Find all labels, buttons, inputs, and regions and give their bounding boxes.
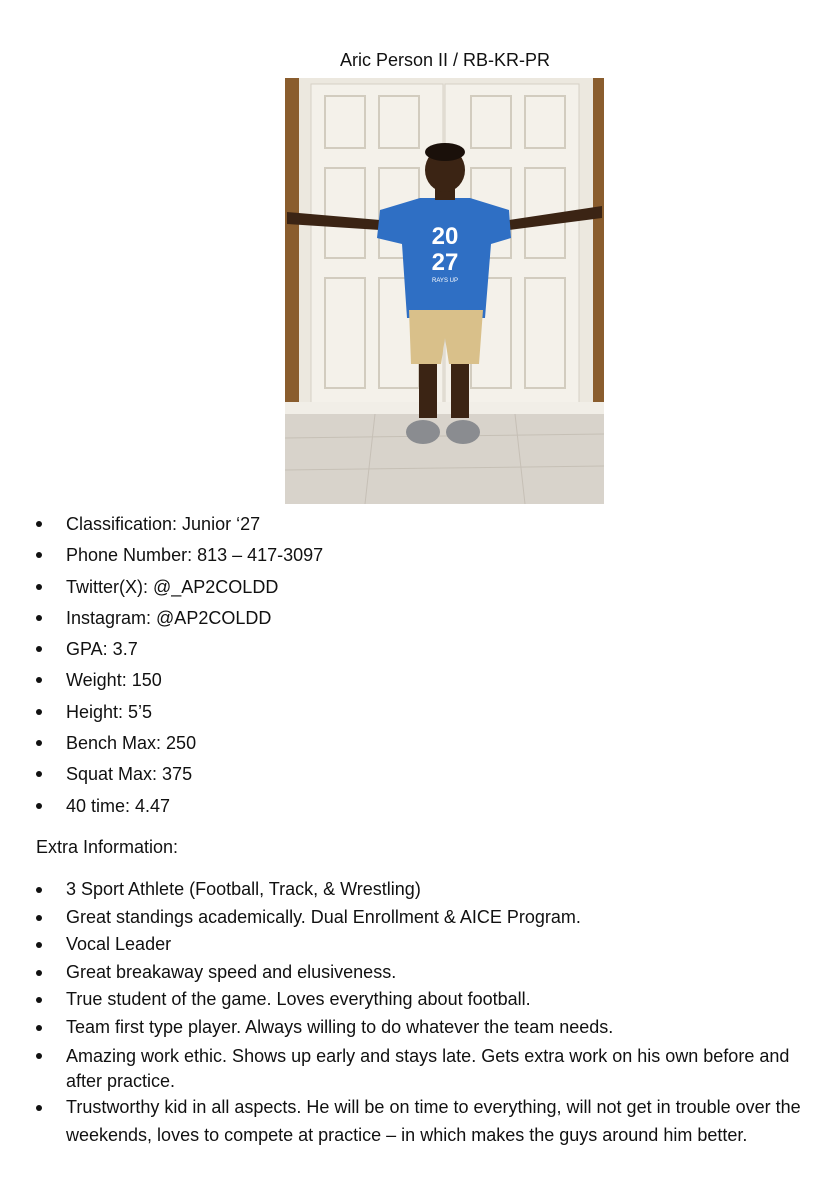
list-item: Great standings academically. Dual Enrollment & AICE Program. (36, 904, 826, 932)
shirt-caption: RAYS UP (432, 278, 458, 284)
list-item: Squat Max: 375 (36, 762, 323, 793)
athlete-photo (285, 78, 604, 504)
list-item: Great breakaway speed and elusiveness. (36, 959, 826, 987)
stats-list (36, 512, 323, 825)
list-item: GPA: 3.7 (36, 637, 323, 668)
list-item: Twitter(X): @_AP2COLDD (36, 575, 323, 606)
shirt-text-top: 20 (431, 223, 459, 250)
athlete-photo-illustration (285, 78, 604, 504)
list-item: Trustworthy kid in all aspects. He will be on time to everything, will not get in trouble over the weekends, loves to compete at practice – in which makes the guys around him better. (36, 1094, 826, 1149)
extra-info-heading: Extra Information: (36, 837, 179, 857)
list-item: Height: 5’5 (36, 700, 323, 731)
extra-info-list (36, 876, 826, 1149)
list-item: Classification: Junior ‘27 (36, 512, 323, 543)
list-item: Instagram: @AP2COLDD (36, 606, 323, 637)
list-item: Weight: 150 (36, 668, 323, 699)
list-item: Bench Max: 250 (36, 731, 323, 762)
page-title: Aric Person II / RB-KR-PR (339, 50, 551, 70)
list-item: 3 Sport Athlete (Football, Track, & Wrestling) (36, 876, 826, 904)
list-item: Phone Number: 813 – 417-3097 (36, 543, 323, 574)
list-item: 40 time: 4.47 (36, 794, 323, 825)
list-item: Amazing work ethic. Shows up early and stays late. Gets extra work on his own before and after practice. (36, 1044, 826, 1094)
shirt-text-bottom: 27 (431, 249, 459, 276)
list-item: Team first type player. Always willing to do whatever the team needs. (36, 1014, 826, 1042)
list-item: Vocal Leader (36, 931, 826, 959)
list-item: True student of the game. Loves everything about football. (36, 986, 826, 1014)
